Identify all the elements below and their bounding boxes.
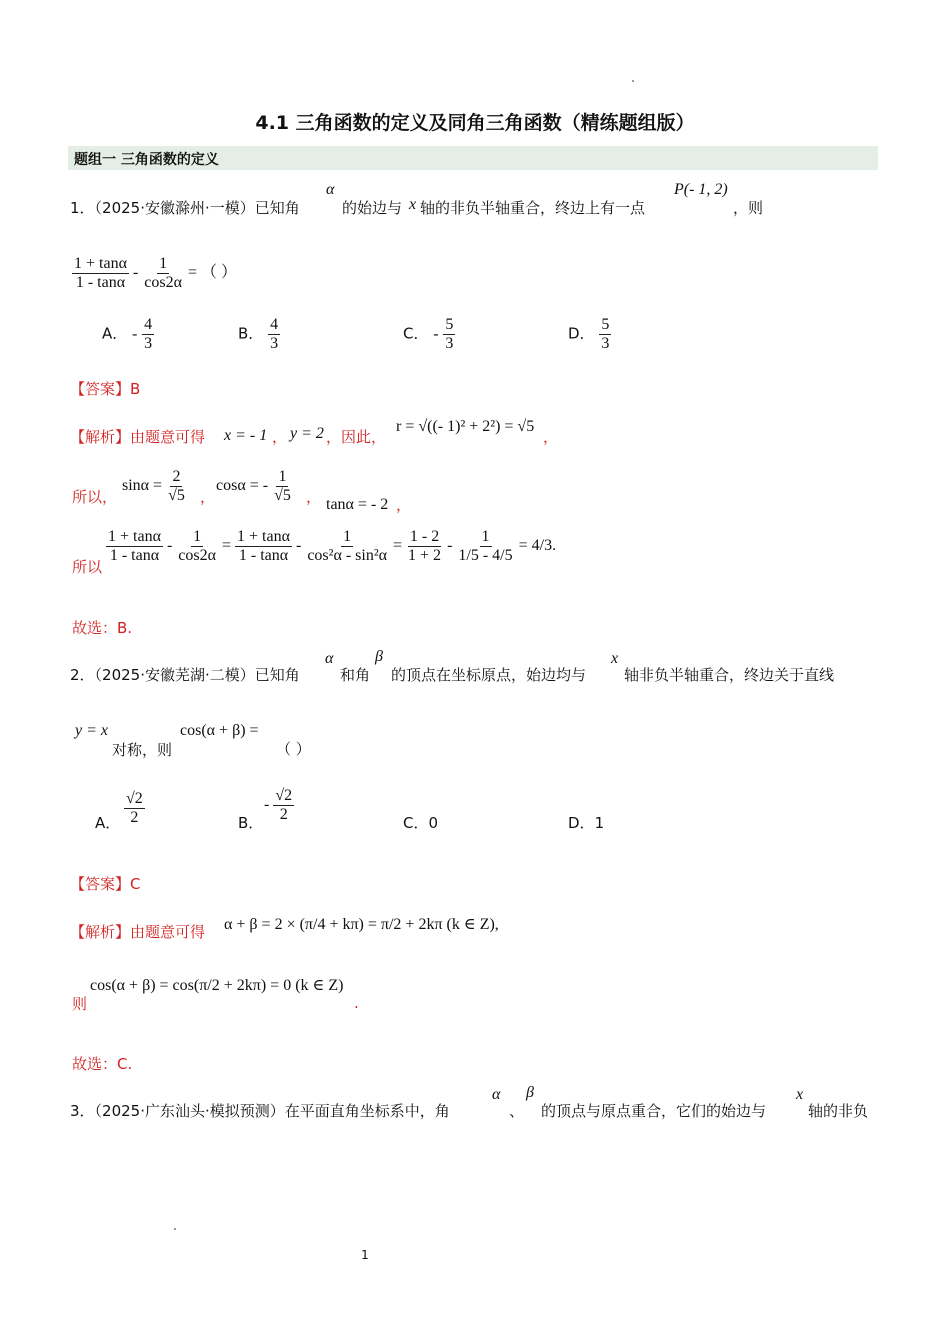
q2-conclusion: 故选：C.: [72, 1055, 133, 1073]
q2-paren: （ ）: [276, 740, 311, 758]
q2-beta: β: [375, 648, 383, 665]
frac-den: 1/5 - 4/5: [458, 546, 513, 564]
option-label: A．: [95, 814, 121, 832]
frac-den: 1 - tanα: [238, 546, 289, 564]
cos-den: √5: [274, 486, 291, 504]
q1-r-expr: r = √((- 1)² + 2²) = √5: [396, 418, 535, 435]
final-result: = 4/3.: [518, 536, 557, 554]
q3-beta: β: [526, 1084, 534, 1101]
frac-den: cos²α - sin²α: [307, 546, 387, 564]
q2-answer: 【答案】C: [70, 875, 141, 893]
minus-sign: -: [295, 536, 302, 554]
q2-then: 则: [72, 995, 88, 1013]
q2-rest2: 轴非负半轴重合，终边关于直线: [624, 666, 835, 684]
q3-text: 3．（2025·广东汕头·模拟预测）在平面直角坐标系中，角: [70, 1102, 450, 1120]
equals-sign: =: [222, 536, 232, 554]
q2-cos-expr: cos(α + β) =: [180, 722, 259, 739]
q2-and: 和角: [340, 666, 371, 684]
option-label: A．: [102, 324, 128, 343]
option-num: 4: [144, 316, 153, 333]
option-label: D．: [568, 324, 595, 343]
analysis-label: 【解析】: [70, 923, 131, 941]
minus-sign: -: [264, 795, 270, 813]
q1-long-expression: [106, 528, 556, 564]
q1-prefix: 1．（2025·安徽滁州·一模）已知角: [70, 199, 300, 217]
q1-expr-den1: 1 - tanα: [75, 273, 126, 291]
analysis-text: 由题意可得: [130, 428, 206, 446]
q1-therefore: ，因此，: [326, 428, 387, 446]
q1-answer: 【答案】B: [70, 380, 141, 398]
q2-option-a: [95, 812, 120, 833]
q3-sep: 、: [509, 1102, 525, 1120]
q3-rest2: 轴的非负: [808, 1102, 869, 1120]
frac-den: 2: [130, 808, 139, 826]
frac-num: √2: [275, 787, 293, 804]
q2-option-a-value: [124, 790, 145, 826]
option-den: 3: [601, 334, 610, 352]
q1-expr-den2: cos2α: [144, 273, 182, 291]
q1-analysis: [70, 426, 205, 447]
q1-suffix: ，则: [733, 199, 764, 217]
q2-line: y = x: [75, 722, 108, 739]
frac-num: √2: [126, 790, 143, 807]
q1-comma3: ，: [200, 488, 216, 506]
q2-option-c: [403, 812, 438, 833]
frac-den: 1 + 2: [408, 546, 442, 564]
sin-den: √5: [168, 486, 185, 504]
option-sign: -: [433, 325, 439, 343]
option-label: B．: [238, 814, 264, 832]
option-den: 3: [445, 334, 454, 352]
frac-den: 2: [279, 805, 288, 823]
frac-num: 1: [481, 528, 490, 545]
q1-comma1: ，: [272, 428, 288, 446]
equals-sign: =: [393, 536, 403, 554]
q2-analysis: [70, 921, 205, 942]
frac-num: 1: [343, 528, 352, 545]
decorative-dot: [632, 80, 634, 82]
q2-alpha: α: [325, 650, 334, 667]
q1-so1: 所以，: [72, 488, 118, 506]
q1-option-c: [403, 316, 455, 352]
option-label: B．: [238, 324, 264, 343]
option-label: C．: [403, 324, 429, 343]
option-num: 5: [601, 316, 610, 333]
q1-option-d: [568, 316, 611, 352]
minus-sign: -: [447, 536, 453, 554]
frac-den: 1 - tanα: [109, 546, 160, 564]
q2-rest: 的顶点在坐标原点，始边均与: [391, 666, 587, 684]
q1-expr-eq: = （ ）: [188, 263, 238, 281]
q1-analysis-y: y = 2: [290, 425, 324, 442]
q1-sin: [122, 468, 187, 504]
q1-comma2: ，: [543, 428, 559, 446]
q3-rest: 的顶点与原点重合，它们的始边与: [541, 1102, 767, 1120]
option-den: 3: [270, 334, 279, 352]
q1-comma4: ，: [306, 488, 322, 506]
q2-sym: 对称，则: [112, 741, 173, 759]
option-num: 5: [445, 316, 454, 333]
q1-cos: [216, 468, 293, 504]
q1-expr-num1: 1 + tanα: [74, 255, 127, 272]
q2-sum-expr: α + β = 2 × (π/4 + kπ) = π/2 + 2kπ (k ∈ Z),: [224, 916, 499, 933]
q1-so2: 所以: [72, 558, 103, 576]
page-number: 1: [361, 1248, 369, 1262]
cos-num: 1: [278, 468, 287, 485]
q1-tan: tanα = - 2: [326, 496, 389, 513]
q2-option-b: [238, 812, 263, 833]
cos-label: cosα = -: [216, 476, 269, 494]
frac-num: 1 + tanα: [108, 528, 161, 545]
option-value: 1: [594, 814, 605, 832]
section-header: [68, 146, 878, 170]
frac-den: cos2α: [178, 546, 216, 564]
q2-x: x: [611, 650, 619, 667]
sin-label: sinα =: [122, 476, 163, 494]
frac-num: 1: [193, 528, 202, 545]
option-label: D．: [568, 814, 595, 832]
analysis-label: 【解析】: [70, 428, 131, 446]
section-title: 题组一 三角函数的定义: [74, 152, 219, 168]
q1-comma5: ，: [396, 496, 412, 514]
q1-x: x: [409, 196, 417, 213]
q1-expr-num2: 1: [159, 255, 168, 272]
option-den: 3: [144, 334, 153, 352]
q2-option-b-value: [264, 787, 294, 823]
q1-mid2: 轴的非负半轴重合，终边上有一点: [420, 199, 646, 217]
frac-num: 1 - 2: [409, 528, 440, 545]
option-sign: -: [132, 325, 138, 343]
option-num: 4: [270, 316, 279, 333]
q1-alpha: α: [326, 181, 335, 198]
q2-period: .: [354, 994, 359, 1012]
option-label: C．: [403, 814, 429, 832]
q1-option-a: [102, 316, 154, 352]
analysis-text: 由题意可得: [130, 923, 206, 941]
sin-num: 2: [172, 468, 181, 485]
q2-option-d: [568, 812, 604, 833]
option-value: 0: [428, 814, 439, 832]
page-title: 4.1 三角函数的定义及同角三角函数（精练题组版）: [255, 112, 695, 134]
q1-point: P(- 1, 2): [674, 181, 728, 198]
minus-sign: -: [166, 536, 173, 554]
q1-expression: [72, 255, 237, 291]
q1-conclusion: 故选：B.: [72, 619, 133, 637]
q2-cos-result: cos(α + β) = cos(π/2 + 2kπ) = 0 (k ∈ Z): [90, 977, 344, 994]
q1-expr-minus: -: [132, 263, 139, 281]
q2-prefix: 2．（2025·安徽芜湖·二模）已知角: [70, 666, 300, 684]
q3-alpha: α: [492, 1086, 501, 1103]
q1-mid: 的始边与: [342, 199, 403, 217]
q3-x: x: [796, 1086, 804, 1103]
q1-analysis-x: x = - 1: [224, 427, 268, 444]
frac-num: 1 + tanα: [237, 528, 290, 545]
decorative-dot: [174, 1228, 176, 1230]
q1-option-b: [238, 316, 280, 352]
